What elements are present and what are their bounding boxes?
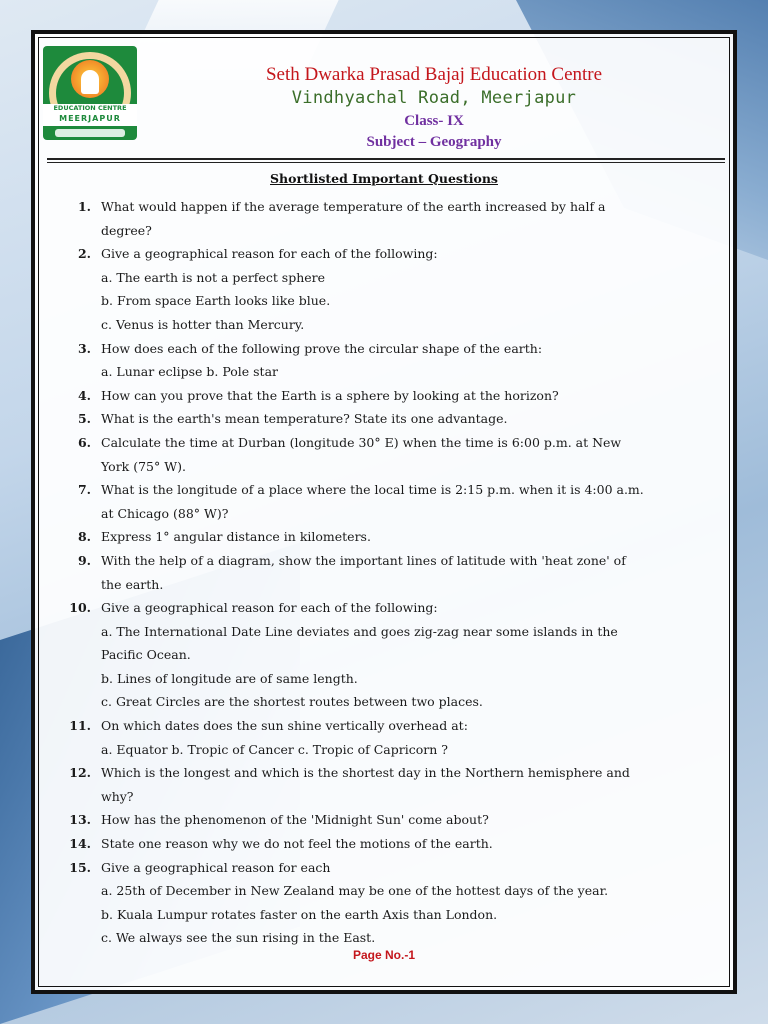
question-text: c. We always see the sun rising in the East. [101, 930, 376, 946]
question-row [35, 525, 725, 549]
question-row [35, 431, 725, 455]
question-list [35, 195, 725, 950]
question-text: b. Kuala Lumpur rotates faster on the earth Axis than London. [101, 906, 498, 922]
question-text: c. Great Circles are the shortest routes between two places. [101, 694, 483, 710]
question-text: b. From space Earth looks like blue. [101, 293, 331, 309]
question-number: 10. [69, 600, 91, 616]
question-continuation-row [35, 926, 725, 950]
question-text: With the help of a diagram, show the important lines of latitude with 'heat zone' of [101, 552, 626, 568]
question-number: 15. [69, 859, 91, 875]
question-continuation-row [35, 785, 725, 809]
question-continuation-row [35, 573, 725, 597]
question-continuation-row [35, 289, 725, 313]
question-text: Calculate the time at Durban (longitude 30° E) when the time is 6:00 p.m. at New [101, 434, 622, 450]
logo-text-band [43, 104, 137, 126]
question-text: the earth. [101, 576, 164, 592]
question-number: 7. [77, 482, 91, 498]
question-row [35, 808, 725, 832]
question-text: Express 1° angular distance in kilometers. [101, 529, 371, 545]
question-continuation-row [35, 502, 725, 526]
question-number: 6. [77, 434, 91, 450]
question-continuation-row [35, 360, 725, 384]
question-row [35, 407, 725, 431]
question-continuation-row [35, 620, 725, 644]
question-row [35, 714, 725, 738]
header-divider [47, 158, 725, 160]
question-continuation-row [35, 690, 725, 714]
document-frame [31, 30, 737, 994]
question-text: b. Lines of longitude are of same length. [101, 670, 358, 686]
question-text: York (75° W). [101, 458, 186, 474]
logo-line2: MEERJAPUR [59, 114, 121, 123]
question-text: a. Equator b. Tropic of Cancer c. Tropic of Capricorn ? [101, 741, 448, 757]
question-continuation-row [35, 219, 725, 243]
question-number: 14. [69, 836, 91, 852]
class-label: Class- IX [404, 113, 464, 129]
question-row [35, 832, 725, 856]
question-continuation-row [35, 313, 725, 337]
document-title: Shortlisted Important Questions [270, 171, 498, 186]
question-text: How can you prove that the Earth is a sphere by looking at the horizon? [101, 387, 559, 403]
question-text: Give a geographical reason for each of the following: [101, 600, 438, 616]
question-text: What would happen if the average temperature of the earth increased by half a [101, 199, 606, 214]
question-text: How has the phenomenon of the 'Midnight Sun' come about? [101, 812, 489, 828]
question-text: On which dates does the sun shine vertically overhead at: [101, 718, 468, 734]
question-text: Which is the longest and which is the shortest day in the Northern hemisphere and [101, 765, 630, 781]
question-text: Give a geographical reason for each [101, 859, 331, 875]
question-text: c. Venus is hotter than Mercury. [101, 316, 305, 332]
question-continuation-row [35, 667, 725, 691]
question-continuation-row [35, 455, 725, 479]
question-text: How does each of the following prove the circular shape of the earth: [101, 340, 543, 356]
question-row [35, 195, 725, 219]
school-name: Seth Dwarka Prasad Bajaj Education Centre [265, 64, 603, 85]
question-continuation-row [35, 643, 725, 667]
question-row [35, 596, 725, 620]
question-text: What is the longitude of a place where the local time is 2:15 p.m. when it is 4:00 a.m. [101, 482, 644, 498]
question-text: a. The earth is not a perfect sphere [101, 269, 326, 285]
question-number: 4. [77, 387, 91, 403]
question-text: What is the earth's mean temperature? State its one advantage. [101, 411, 508, 427]
question-continuation-row [35, 879, 725, 903]
question-number: 5. [77, 411, 91, 427]
question-text: a. The International Date Line deviates and goes zig-zag near some islands in the [101, 623, 618, 639]
question-text: why? [101, 788, 134, 804]
header-divider-thin [47, 162, 725, 163]
question-number: 13. [69, 812, 91, 828]
question-row [35, 761, 725, 785]
school-logo [43, 46, 137, 140]
logo-tagline [55, 129, 125, 137]
question-row [35, 856, 725, 880]
question-continuation-row [35, 266, 725, 290]
question-number: 1. [77, 199, 91, 214]
question-text: a. Lunar eclipse b. Pole star [101, 364, 278, 380]
question-row [35, 242, 725, 266]
question-number: 9. [77, 552, 91, 568]
question-number: 8. [77, 529, 91, 545]
question-number: 3. [77, 340, 91, 356]
question-number: 12. [69, 765, 91, 781]
question-text: Pacific Ocean. [101, 647, 191, 663]
logo-figure-icon [81, 70, 99, 94]
question-row [35, 478, 725, 502]
question-text: State one reason why we do not feel the motions of the earth. [101, 836, 493, 852]
question-row [35, 337, 725, 361]
page-number: Page No.-1 [352, 948, 415, 962]
question-number: 2. [77, 246, 91, 262]
question-continuation-row [35, 738, 725, 762]
school-address: Vindhyachal Road, Meerjapur [291, 88, 577, 108]
question-row [35, 384, 725, 408]
question-text: degree? [101, 222, 152, 238]
question-number: 11. [69, 718, 91, 734]
question-continuation-row [35, 903, 725, 927]
subject-label: Subject – Geography [366, 134, 502, 150]
question-row [35, 549, 725, 573]
logo-line1: EDUCATION CENTRE [53, 104, 127, 112]
question-text: a. 25th of December in New Zealand may be one of the hottest days of the year. [101, 883, 609, 899]
question-text: Give a geographical reason for each of the following: [101, 246, 438, 262]
question-text: at Chicago (88° W)? [101, 505, 229, 521]
